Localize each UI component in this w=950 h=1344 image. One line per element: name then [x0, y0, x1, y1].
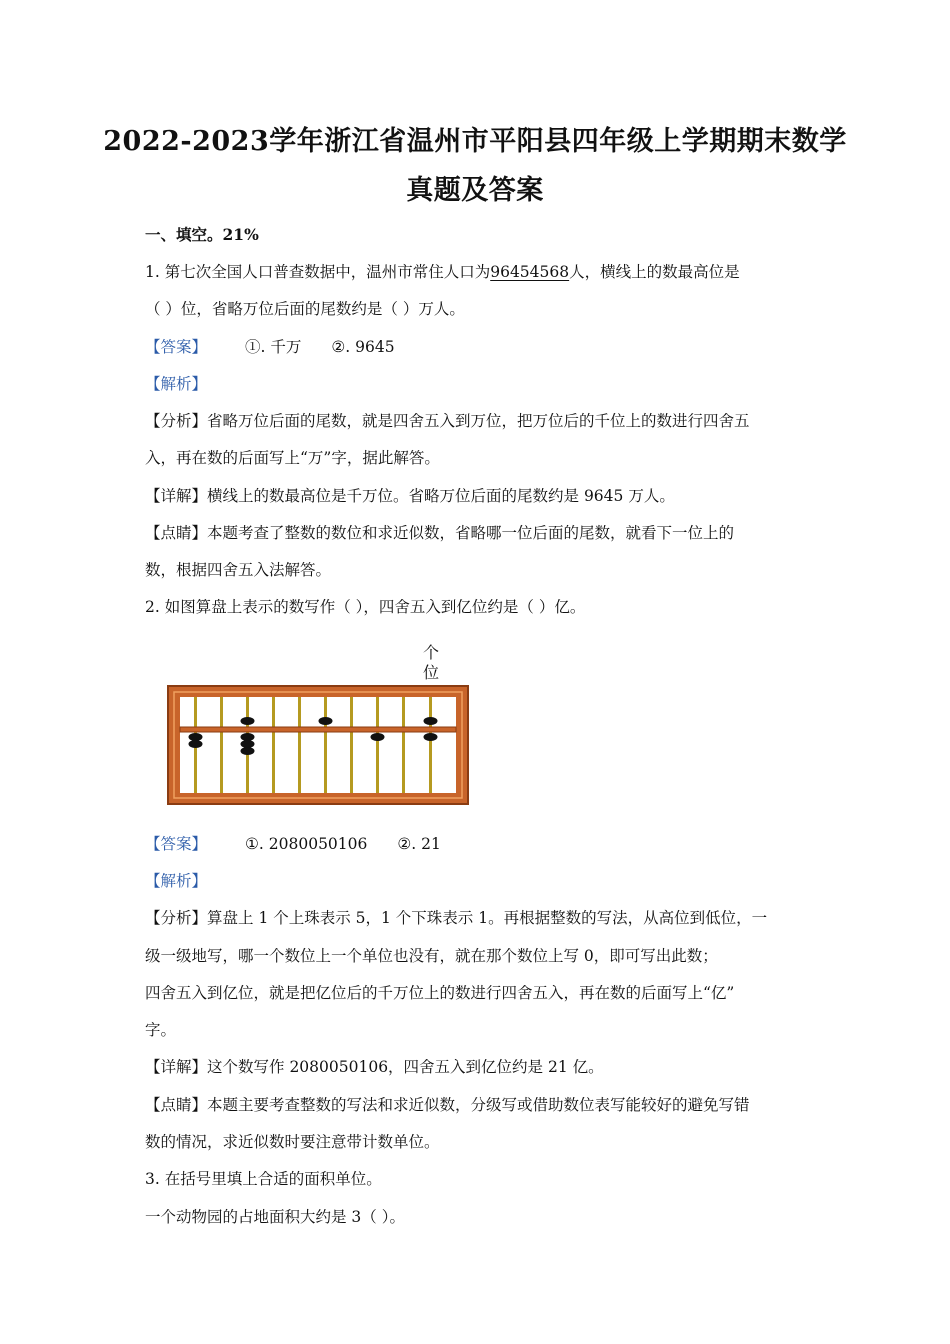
- q3-text-line-2: 一个动物园的占地面积大约是 3（ ）。: [145, 1208, 405, 1226]
- abacus-rod: [350, 697, 353, 793]
- abacus-bead-upper: [424, 717, 438, 725]
- abacus-bead-lower: [189, 740, 203, 748]
- abacus-rod: [429, 697, 432, 793]
- q1-answer-line: [145, 336, 395, 358]
- q2-answer-label: 【答案】: [145, 835, 208, 853]
- abacus-rod: [298, 697, 301, 793]
- abacus-bead-lower: [424, 733, 438, 741]
- q1-dianjing-text-1: 本题考查了整数的数位和求近似数，省略哪一位后面的尾数，就看下一位上的: [207, 524, 735, 542]
- q1-dianjing-label: 【点睛】: [145, 524, 208, 542]
- q2-answer-line: [145, 833, 441, 855]
- abacus-figure: [160, 640, 480, 810]
- q1-answer-label: 【答案】: [145, 338, 208, 356]
- abacus-bead-lower: [189, 733, 203, 741]
- abacus-label-ge: 个: [422, 643, 440, 662]
- abacus-rod: [324, 697, 327, 793]
- q1-text-post: 人，横线上的数最高位是: [569, 263, 740, 281]
- q1-dianjing-line-2: 数，根据四舍五入法解答。: [145, 561, 332, 579]
- abacus-bead-lower: [241, 740, 255, 748]
- abacus-rod: [402, 697, 405, 793]
- q1-text-line-2: （ ）位，省略万位后面的尾数约是（ ）万人。: [145, 300, 465, 318]
- q2-dianjing-label: 【点睛】: [145, 1096, 208, 1114]
- abacus-bead-lower: [241, 747, 255, 755]
- q1-xiangjie-line: [145, 485, 675, 507]
- q1-analysis-label: 【解析】: [145, 375, 208, 393]
- q1-underlined-number: 96454568: [490, 263, 570, 281]
- q2-answer-1: ①. 2080050106: [245, 835, 368, 853]
- q1-xiangjie-label: 【详解】: [145, 487, 208, 505]
- q2-text-line-1: 2. 如图算盘上表示的数写作（ ），四舍五入到亿位约是（ ）亿。: [145, 598, 586, 616]
- q2-analysis-label: 【解析】: [145, 872, 208, 890]
- q2-xiangjie-text: 这个数写作 2080050106，四舍五入到亿位约是 21 亿。: [207, 1058, 604, 1076]
- q2-xiangjie-label: 【详解】: [145, 1058, 208, 1076]
- q1-text-line-1: [145, 261, 740, 283]
- q2-fenxi-line-4: 字。: [145, 1021, 177, 1039]
- abacus-rod: [272, 697, 275, 793]
- q1-answer-2: ②. 9645: [331, 338, 395, 356]
- section-heading: 一、填空。21%: [145, 225, 259, 244]
- q2-fenxi-line-2: 级一级地写，哪一个数位上一个单位也没有，就在那个数位上写 0，即可写出此数；: [145, 947, 718, 965]
- q2-fenxi-line-3: 四舍五入到亿位，就是把亿位后的千万位上的数进行四舍五入，再在数的后面写上“亿”: [145, 984, 735, 1002]
- abacus-label-wei: 位: [422, 663, 440, 682]
- abacus-rod: [376, 697, 379, 793]
- doc-title-line-2: 真题及答案: [406, 175, 544, 206]
- abacus-bead-lower: [371, 733, 385, 741]
- abacus-beam: [180, 727, 456, 732]
- abacus-rod: [220, 697, 223, 793]
- abacus-bead-upper: [241, 717, 255, 725]
- abacus-bead-lower: [241, 733, 255, 741]
- q1-answer-1: ①. 千万: [245, 338, 302, 356]
- q1-fenxi-line-2: 入，再在数的后面写上“万”字，据此解答。: [145, 449, 440, 467]
- abacus-bead-upper: [319, 717, 333, 725]
- q1-dianjing-line-1: [145, 522, 734, 544]
- q2-dianjing-line-2: 数的情况，求近似数时要注意带计数单位。: [145, 1133, 440, 1151]
- q2-dianjing-line-1: [145, 1094, 750, 1116]
- q1-text-pre: 1. 第七次全国人口普查数据中，温州市常住人口为: [145, 263, 491, 281]
- q3-text-line-1: 3. 在括号里填上合适的面积单位。: [145, 1170, 382, 1188]
- q2-dianjing-text-1: 本题主要考查整数的写法和求近似数，分级写或借助数位表写能较好的避免写错: [207, 1096, 750, 1114]
- q2-fenxi-line-1: [145, 907, 767, 929]
- doc-title-line-1: 2022-2023学年浙江省温州市平阳县四年级上学期期末数学: [103, 126, 847, 157]
- q2-fenxi-label: 【分析】: [145, 909, 208, 927]
- q1-fenxi-line-1: [145, 410, 750, 432]
- q1-fenxi-label: 【分析】: [145, 412, 208, 430]
- q1-xiangjie-text: 横线上的数最高位是千万位。省略万位后面的尾数约是 9645 万人。: [207, 487, 675, 505]
- q2-fenxi-text-1: 算盘上 1 个上珠表示 5，1 个下珠表示 1。再根据整数的写法，从高位到低位，一: [207, 909, 768, 927]
- q2-xiangjie-line: [145, 1056, 604, 1078]
- q1-fenxi-text-1: 省略万位后面的尾数，就是四舍五入到万位，把万位后的千位上的数进行四舍五: [207, 412, 750, 430]
- q2-answer-2: ②. 21: [397, 835, 441, 853]
